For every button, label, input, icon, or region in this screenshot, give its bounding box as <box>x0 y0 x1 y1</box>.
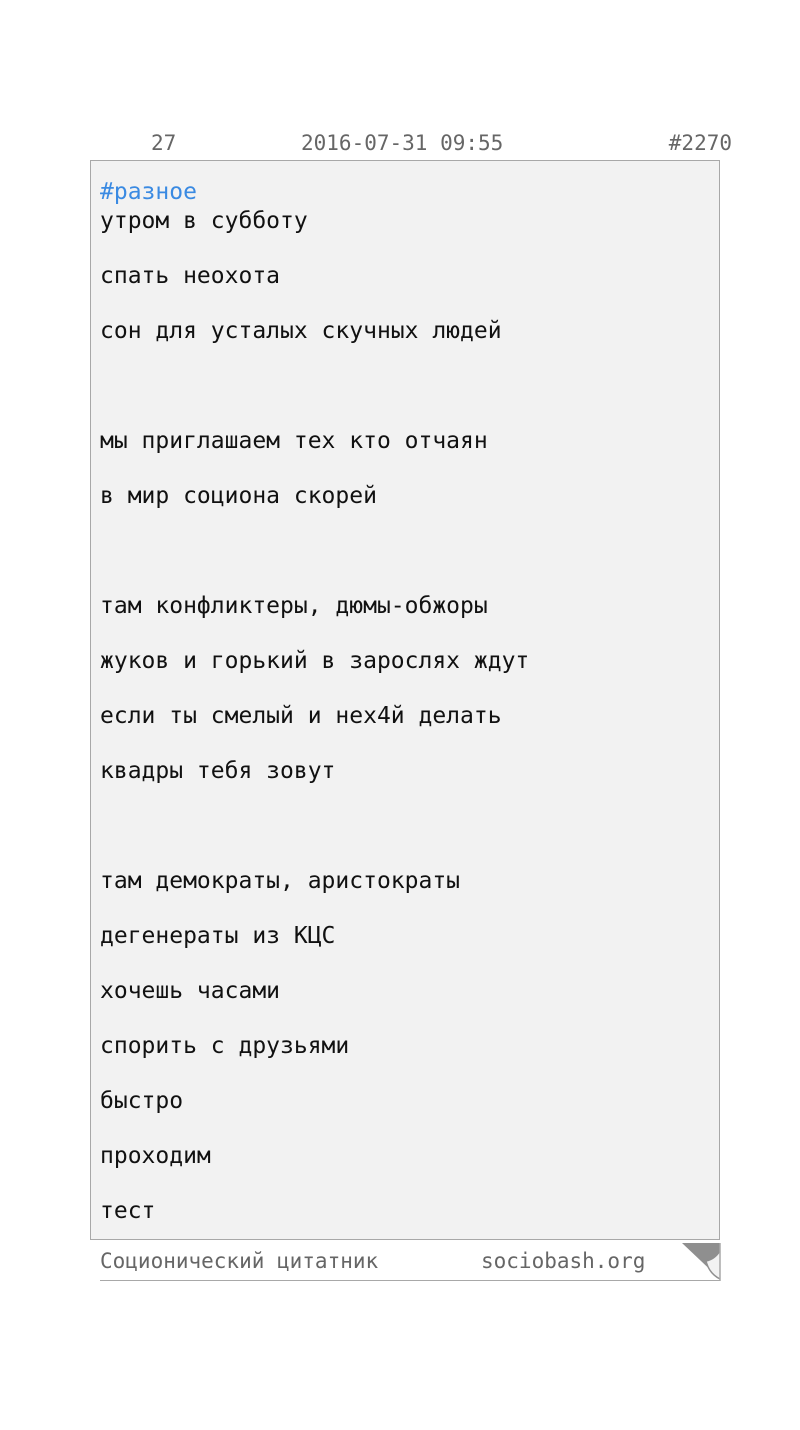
quote-line: спать неохота <box>100 263 281 289</box>
quote-text <box>100 207 710 1252</box>
quote-line: там демократы, аристократы <box>100 868 461 894</box>
page-curl-icon <box>682 1241 722 1281</box>
quote-footer <box>100 1243 720 1281</box>
footer-site[interactable]: sociobash.org <box>481 1249 646 1273</box>
quote-blank-line <box>100 372 710 427</box>
quote-line: там конфликтеры, дюмы-обжоры <box>100 593 488 619</box>
quote-line: мы приглашаем тех кто отчаян <box>100 428 488 454</box>
quote-line: сон для усталых скучных людей <box>100 318 502 344</box>
quote-line: проходим <box>100 1143 211 1169</box>
quote-line: утром в субботу <box>100 208 308 234</box>
quote-line: если ты смелый и нех4й делать <box>100 703 502 729</box>
quote-blank-line <box>100 537 710 592</box>
quote-number[interactable]: #2270 <box>668 131 732 155</box>
quote-line: спорить с друзьями <box>100 1033 350 1059</box>
quote-rating: 27 <box>151 131 177 155</box>
quote-line: быстро <box>100 1088 184 1114</box>
footer-brand: Соционический цитатник <box>100 1249 379 1273</box>
quote-line: хочешь часами <box>100 978 281 1004</box>
quote-line: тест <box>100 1198 156 1224</box>
quote-line: дегенераты из КЦС <box>100 923 336 949</box>
quote-line: жуков и горький в зарослях ждут <box>100 648 530 674</box>
quote-meta <box>0 128 800 158</box>
quote-line: квадры тебя зовут <box>100 758 336 784</box>
quote-tag[interactable]: #разное <box>100 179 197 205</box>
quote-blank-line <box>100 812 710 867</box>
quote-line: в мир социона скорей <box>100 483 377 509</box>
quote-date: 2016-07-31 09:55 <box>301 131 504 155</box>
